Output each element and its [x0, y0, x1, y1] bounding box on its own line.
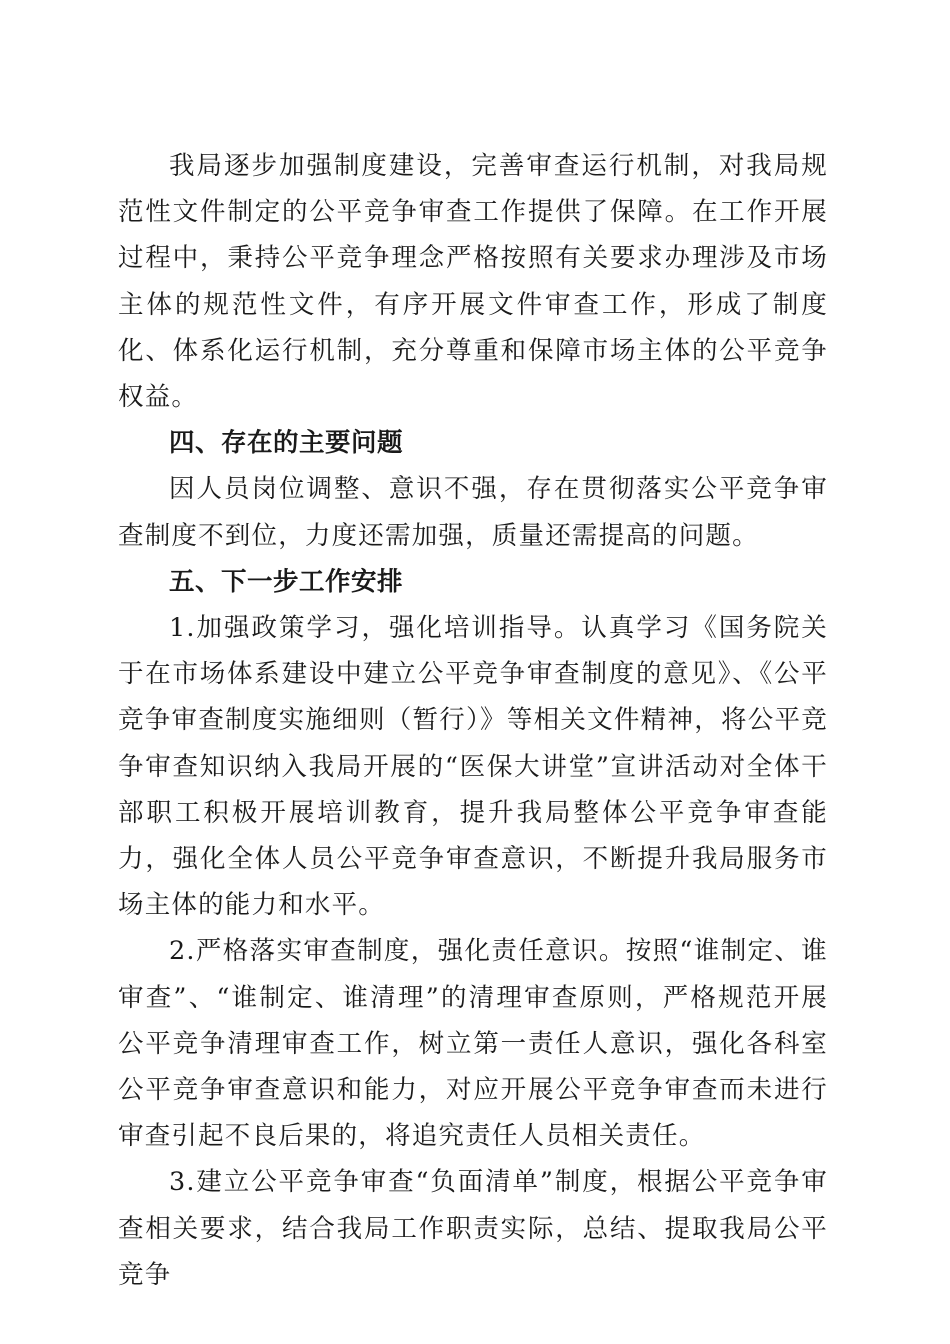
section-heading-5: 五、下一步工作安排 — [169, 566, 404, 597]
list-item-3: 3.建立公平竞争审查“负面清单”制度，根据公平竞争审查相关要求，结合我局工作职责实际，总结、提取我局公平竞争 — [118, 1167, 828, 1290]
section-heading-4: 四、存在的主要问题 — [169, 428, 404, 459]
list-item-1: 1.加强政策学习，强化培训指导。认真学习《国务院关于在市场体系建设中建立公平竞争审查制度的意见》、《公平竞争审查制度实施细则（暂行）》等相关文件精神，将公平竞争审查知识纳入我局开展的“医保大讲堂”宣讲活动对全体干部职工积极开展培训教育，提升我局整体公平竞争审查能力，强化全体人员公平竞争审查意识，不断提升我局服务市场主体的能力和水平。 — [118, 613, 828, 921]
paragraph-intro: 我局逐步加强制度建设，完善审查运行机制，对我局规范性文件制定的公平竞争审查工作提供了保障。在工作开展过程中，秉持公平竞争理念严格按照有关要求办理涉及市场主体的规范性文件，有序开展文件审查工作，形成了制度化、体系化运行机制，充分尊重和保障市场主体的公平竞争权益。 — [118, 151, 828, 413]
list-item-2: 2.严格落实审查制度，强化责任意识。按照“谁制定、谁审查”、“谁制定、谁清理”的清理审查原则，严格规范开展公平竞争清理审查工作，树立第一责任人意识，强化各科室公平竞争审查意识和能力，对应开展公平竞争审查而未进行审查引起不良后果的，将追究责任人员相关责任。 — [118, 936, 828, 1152]
document-body — [118, 143, 828, 1298]
section-4-body: 因人员岗位调整、意识不强，存在贯彻落实公平竞争审查制度不到位，力度还需加强，质量还需提高的问题。 — [118, 474, 828, 551]
